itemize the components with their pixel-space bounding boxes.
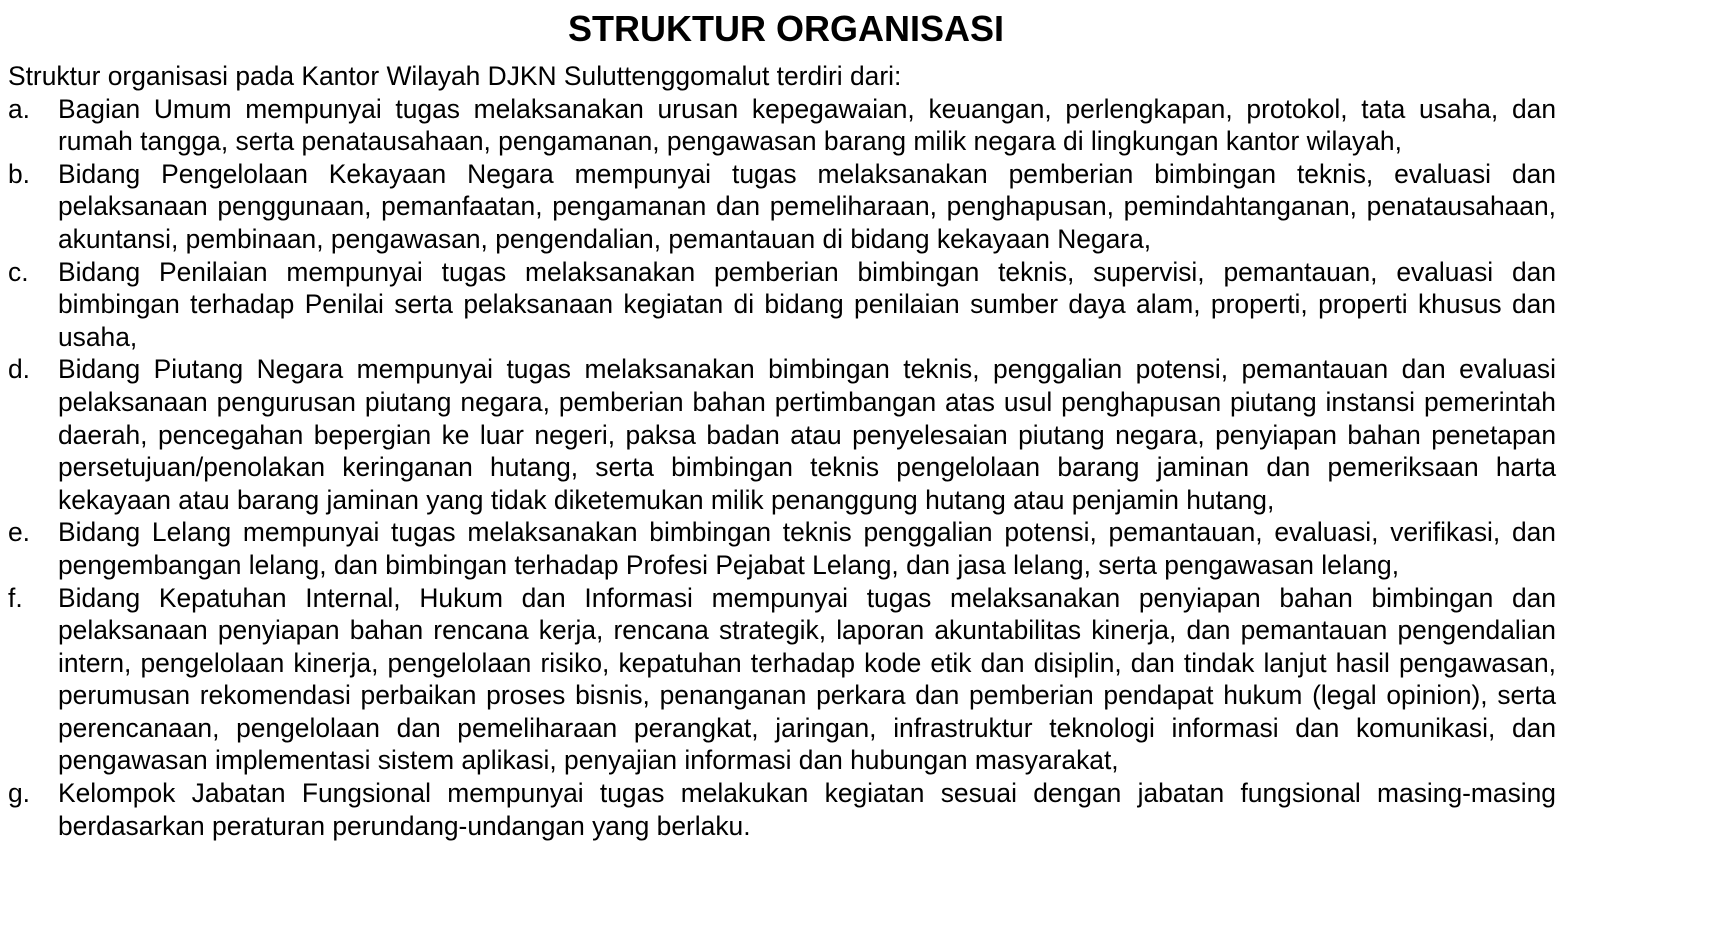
list-marker: f.	[8, 582, 23, 613]
list-item-a	[8, 93, 1556, 158]
list-item-text: Bidang Pengelolaan Kekayaan Negara mempunyai tugas melaksanakan pemberian bimbingan teknis, evaluasi dan pelaksanaan penggunaan, pemanfaatan, pengamanan dan pemeliharaan, penghapusan, pemindahtanganan, penatausahaan, akuntansi, pembinaan, pengawasan, pengendalian, pemantauan di bidang kekayaan Negara,	[58, 158, 1556, 254]
list-item-e	[8, 516, 1556, 581]
list-item-text: Bagian Umum mempunyai tugas melaksanakan urusan kepegawaian, keuangan, perlengkapan, protokol, tata usaha, dan rumah tangga, serta penatausahaan, pengamanan, pengawasan barang milik negara di lingkungan kantor wilayah,	[58, 93, 1556, 157]
organization-list	[8, 93, 1556, 843]
document-title: STRUKTUR ORGANISASI	[567, 8, 1004, 49]
list-marker: a.	[8, 93, 31, 124]
list-item-text: Bidang Kepatuhan Internal, Hukum dan Informasi mempunyai tugas melaksanakan penyiapan bahan bimbingan dan pelaksanaan penyiapan bahan rencana kerja, rencana strategik, laporan akuntabilitas kinerja, dan pemantauan pengendalian intern, pengelolaan kinerja, pengelolaan risiko, kepatuhan terhadap kode etik dan disiplin, dan tindak lanjut hasil pengawasan, perumusan rekomendasi perbaikan proses bisnis, penanganan perkara dan pemberian pendapat hukum (legal opinion), serta perencanaan, pengelolaan dan pemeliharaan perangkat, jaringan, infrastruktur teknologi informasi dan komunikasi, dan pengawasan implementasi sistem aplikasi, penyajian informasi dan hubungan masyarakat,	[58, 582, 1556, 776]
list-item-b	[8, 158, 1556, 256]
list-item-d	[8, 353, 1556, 516]
list-item-c	[8, 256, 1556, 354]
list-marker: g.	[8, 778, 31, 809]
list-marker: d.	[8, 354, 31, 385]
list-item-text: Bidang Lelang mempunyai tugas melaksanakan bimbingan teknis penggalian potensi, pemantauan, evaluasi, verifikasi, dan pengembangan lelang, dan bimbingan terhadap Profesi Pejabat Lelang, dan jasa lelang, serta pengawasan lelang,	[58, 517, 1556, 580]
list-item-text: Kelompok Jabatan Fungsional mempunyai tugas melakukan kegiatan sesuai dengan jabatan fungsional masing-masing berdasarkan peraturan perundang-undangan yang berlaku.	[58, 778, 1556, 841]
list-item-text: Bidang Piutang Negara mempunyai tugas melaksanakan bimbingan teknis, penggalian potensi, pemantauan dan evaluasi pelaksanaan pengurusan piutang negara, pemberian bahan pertimbangan atas usul penghapusan piutang instansi pemerintah daerah, pencegahan bepergian ke luar negeri, paksa badan atau penyelesaian piutang negara, penyiapan bahan penetapan persetujuan/penolakan keringanan hutang, serta bimbingan teknis pengelolaan barang jaminan dan pemeriksaan harta kekayaan atau barang jaminan yang tidak diketemukan milik penanggung hutang atau penjamin hutang,	[58, 354, 1556, 515]
intro-paragraph: Struktur organisasi pada Kantor Wilayah DJKN Suluttenggomalut terdiri dari:	[8, 61, 902, 91]
list-item-text: Bidang Penilaian mempunyai tugas melaksanakan pemberian bimbingan teknis, supervisi, pemantauan, evaluasi dan bimbingan terhadap Penilai serta pelaksanaan kegiatan di bidang penilaian sumber daya alam, properti, properti khusus dan usaha,	[58, 256, 1556, 352]
list-marker: b.	[8, 158, 31, 189]
list-item-f	[8, 582, 1556, 778]
list-marker: e.	[8, 517, 31, 548]
list-item-g	[8, 777, 1556, 842]
list-marker: c.	[8, 256, 29, 287]
